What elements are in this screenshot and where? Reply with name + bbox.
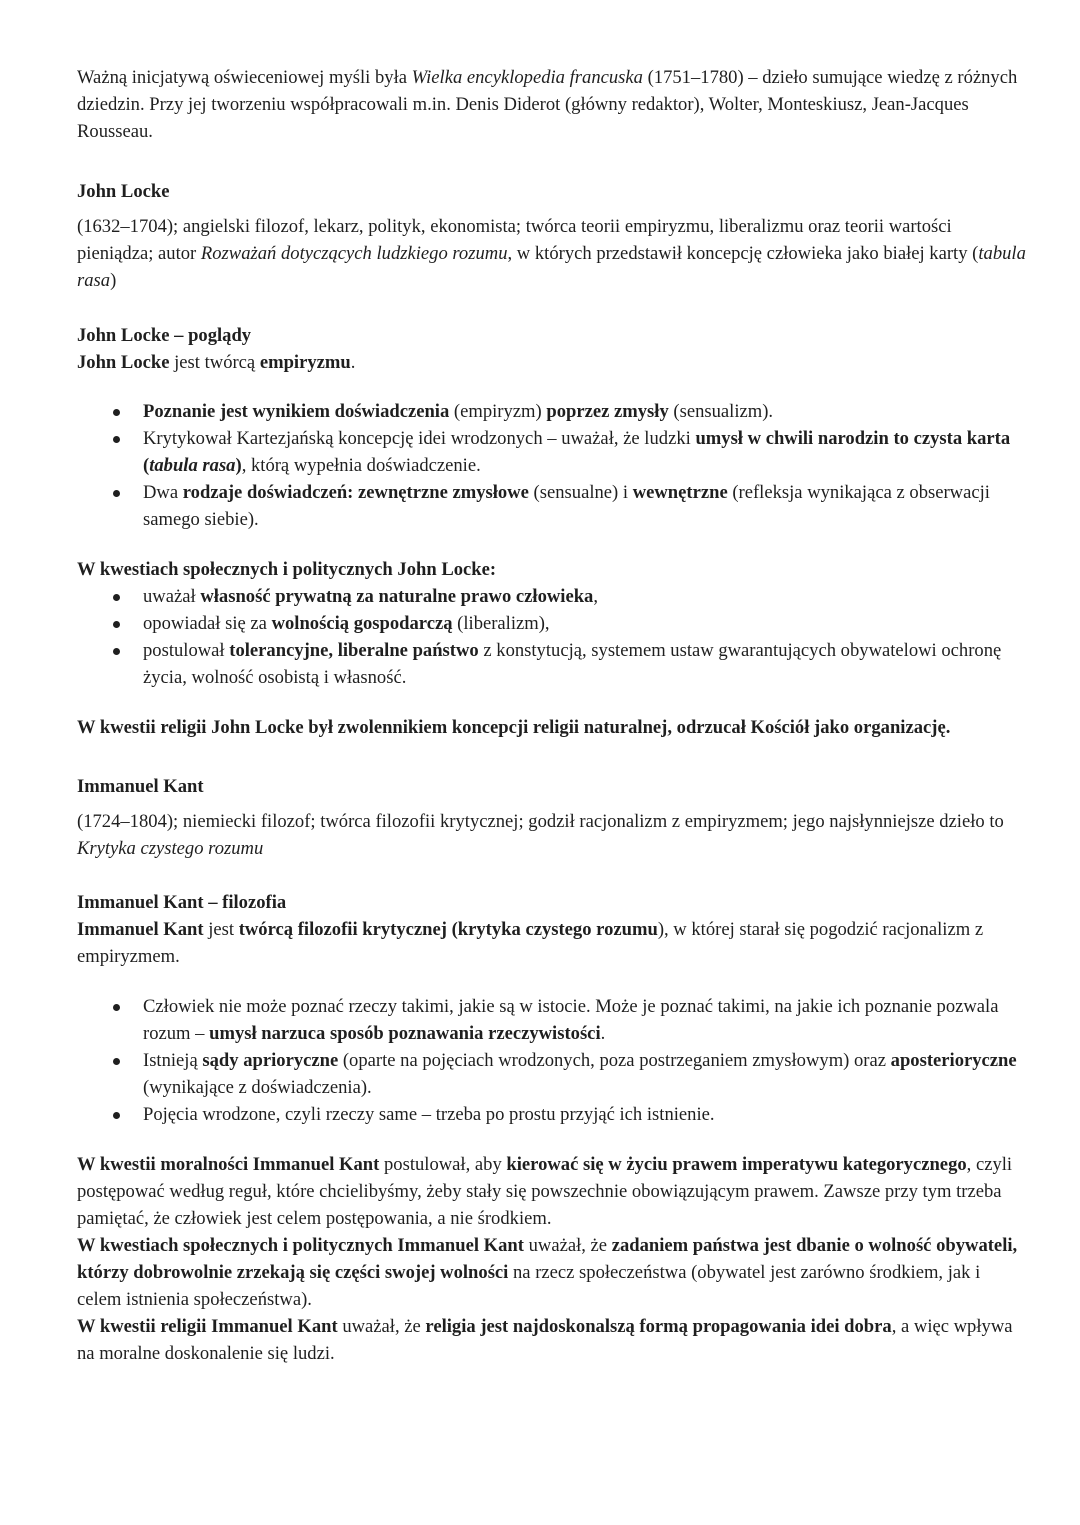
text-run: (oparte na pojęciach wrodzonych, poza postrzeganiem zmysłowym) oraz [338, 1050, 891, 1071]
list-item [77, 425, 1027, 479]
text-run: , czyli postępować według reguł, które chcielibyśmy, żeby stały się powszechnie obowiązującym prawem. Zawsze przy tym trzeba pamiętać, że człowiek jest celem postępowania, a nie środkiem. [77, 1154, 1013, 1229]
list-item [77, 583, 1027, 610]
italic-text: Krytyka czystego rozumu [77, 838, 264, 859]
text-run: Krytykował Kartezjańską koncepcję idei wrodzonych – uważał, że ludzki [143, 428, 696, 449]
italic-text: Rozważań dotyczących ludzkiego rozumu [200, 243, 508, 264]
list-item [77, 637, 1027, 691]
text-run: uważał [143, 586, 201, 607]
immanuel-kant-views [77, 1151, 1027, 1367]
immanuel-kant-philosophy-list [77, 993, 1027, 1128]
paragraph [77, 1151, 1027, 1232]
text-run: , którą wypełnia doświadczenie. [241, 455, 481, 476]
bold-text: aposterioryczne [890, 1050, 1017, 1071]
text-run: na rzecz społeczeństwa (obywatel jest zarówno środkiem, jak i celem istnienia społeczeństwa). [77, 1262, 981, 1310]
bold-text: umysł w chwili narodzin to czysta karta ( [143, 428, 1011, 476]
bold-text: religia jest najdoskonalszą formą propagowania idei dobra [425, 1316, 892, 1337]
bold-text: twórcą filozofii krytycznej (krytyka czystego rozumu [238, 919, 658, 940]
list-item [77, 1101, 1027, 1128]
text-run: postulował, aby [379, 1154, 507, 1175]
list-item [77, 1047, 1027, 1101]
list-item [77, 398, 1027, 425]
text-run: jest twórcą [169, 352, 260, 373]
text-run: (empiryzm) [449, 401, 547, 422]
bold-text: ) [235, 455, 242, 476]
text-run: uważał, że [337, 1316, 426, 1337]
john-locke-views-list [77, 398, 1027, 533]
bold-text: Immanuel Kant [77, 919, 204, 940]
text-run: . [600, 1023, 606, 1044]
text-run: Ważną inicjatywą oświeceniowej myśli była [77, 67, 412, 88]
text-run: (sensualizm). [668, 401, 774, 422]
italic-text: Wielka encyklopedia francuska [411, 67, 643, 88]
text-run: ) [110, 270, 117, 291]
heading-immanuel-kant-philosophy: Immanuel Kant – filozofia [77, 892, 287, 913]
text-run: ), w której starał się pogodzić racjonalizm z empiryzmem. [77, 919, 984, 967]
text-run: Istnieją [143, 1050, 203, 1071]
bold-text: poprzez zmysły [546, 401, 669, 422]
text-run: , w których przedstawił koncepcję człowieka jako białej karty ( [507, 243, 979, 264]
text-run: , a więc wpływa na moralne doskonalenie się ludzi. [77, 1316, 1013, 1364]
bold-text: empiryzmu [259, 352, 351, 373]
bold-text: wewnętrzne [632, 482, 728, 503]
list-item [77, 479, 1027, 533]
text-run: (refleksja wynikająca z obserwacji samego siebie). [143, 482, 990, 530]
text-run: opowiadał się za [143, 613, 272, 634]
bold-text: tabula rasa [149, 455, 236, 476]
bold-text: Poznanie jest wynikiem doświadczenia [143, 401, 450, 422]
bold-text: umysł narzuca sposób poznawania rzeczywistości [209, 1023, 601, 1044]
bold-text: sądy aprioryczne [202, 1050, 339, 1071]
text-run: Człowiek nie może poznać rzeczy takimi, jakie są w istocie. Może je poznać takimi, na jakie ich poznanie pozwala rozum – [143, 996, 999, 1044]
bold-text: John Locke [77, 352, 170, 373]
bold-text: kierować się w życiu prawem imperatywu kategorycznego [506, 1154, 967, 1175]
bold-text: W kwestiach społecznych i politycznych Immanuel Kant [77, 1235, 524, 1256]
heading-john-locke: John Locke [77, 181, 170, 202]
text-run: (1632–1704); angielski filozof, lekarz, polityk, ekonomista; twórca teorii empiryzmu, liberalizmu oraz teorii wartości pieniądza; autor [77, 216, 952, 264]
text-run: Dwa [143, 482, 183, 503]
bold-text: tolerancyjne, liberalne państwo [229, 640, 479, 661]
text-run: (sensualne) i [528, 482, 633, 503]
bold-text: wolnością gospodarczą [271, 613, 453, 634]
list-item [77, 993, 1027, 1047]
text-run: (wynikające z doświadczenia). [143, 1077, 372, 1098]
text-run: uważał, że [523, 1235, 612, 1256]
bold-text: własność prywatną za naturalne prawo człowieka [200, 586, 594, 607]
list-item [77, 610, 1027, 637]
text-run: (1724–1804); niemiecki filozof; twórca filozofii krytycznej; godził racjonalizm z empiryzmem; jego najsłynniejsze dzieło to [77, 811, 1004, 832]
john-locke-views-intro [77, 349, 1027, 376]
john-locke-social-list [77, 583, 1027, 691]
immanuel-kant-bio [77, 808, 1027, 862]
intro-paragraph [77, 64, 1027, 145]
italic-text: tabula rasa [77, 243, 1026, 291]
text-run: z konstytucją, systemem ustaw gwarantujących obywatelowi ochronę życia, wolność osobistą i własność. [143, 640, 1002, 688]
john-locke-religion: W kwestii religii John Locke był zwolennikiem koncepcji religii naturalnej, odrzucał Kościół jako organizację. [77, 717, 951, 738]
paragraph [77, 1313, 1027, 1367]
bold-text: W kwestii religii Immanuel Kant [77, 1316, 338, 1337]
text-run: (1751–1780) – dzieło sumujące wiedzę z różnych dziedzin. Przy jej tworzeniu współpracowali m.in. Denis Diderot (główny redaktor), Wolter, Monteskiusz, Jean-Jacques Rousseau. [77, 67, 1018, 142]
bold-text: rodzaje doświadczeń: zewnętrzne zmysłowe [182, 482, 529, 503]
paragraph [77, 1232, 1027, 1313]
bold-text: zadaniem państwa jest dbanie o wolność obywateli, którzy dobrowolnie zrzekają się części swojej wolności [77, 1235, 1018, 1283]
bold-text: W kwestii moralności Immanuel Kant [77, 1154, 380, 1175]
text-run: (liberalizm), [452, 613, 550, 634]
john-locke-bio [77, 213, 1027, 294]
text-run: . [350, 352, 356, 373]
heading-john-locke-social: W kwestiach społecznych i politycznych John Locke: [77, 559, 497, 580]
text-run: jest [203, 919, 239, 940]
text-run: , [593, 586, 599, 607]
text-run: Pojęcia wrodzone, czyli rzeczy same – trzeba po prostu przyjąć ich istnienie. [143, 1104, 715, 1125]
heading-john-locke-views: John Locke – poglądy [77, 325, 252, 346]
immanuel-kant-philosophy-intro [77, 916, 1027, 970]
heading-immanuel-kant: Immanuel Kant [77, 776, 204, 797]
text-run: postulował [143, 640, 230, 661]
